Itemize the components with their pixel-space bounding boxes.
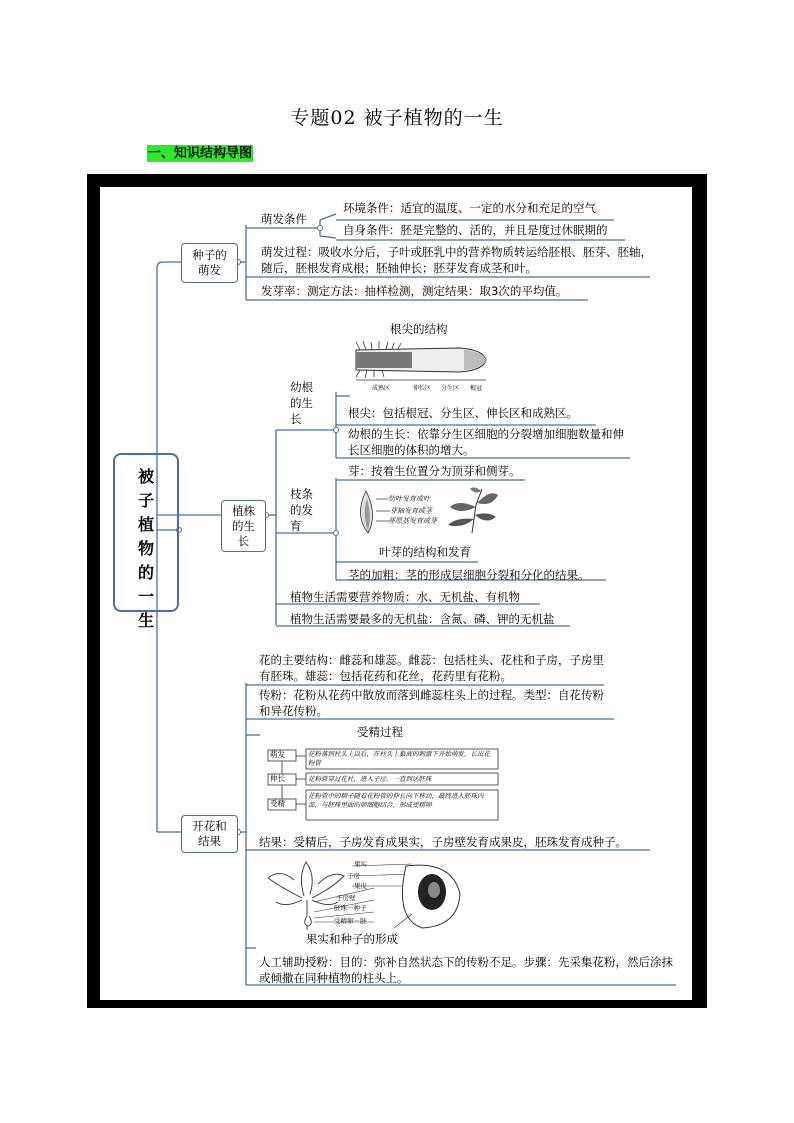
root-node (113, 453, 179, 630)
bud-label-3: 芽原基发育成芽 (388, 517, 437, 525)
germination-rate: 发芽率：测定方法：抽样检测，测定结果：取3次的平均值。 (261, 284, 568, 298)
artificial-pollination: 人工辅助授粉：目的：弥补自然状态下的传粉不足。步骤：先采集花粉，然后涂抹或倾撒在同种植物的柱头上。 (259, 955, 673, 985)
fertilization-desc-2: 花粉管穿过花柱，进入子房，一直到达胚珠 (308, 775, 432, 783)
root-label: 被子植物的一生 (137, 467, 154, 630)
fertilization-step-2: 伸长 (270, 774, 285, 783)
fruit-label-5: 胚珠－种子 (334, 904, 367, 912)
node-flowering-fruiting-label: 开花和结果 (192, 819, 227, 848)
leaf-bud-caption: 叶芽的结构和发育 (379, 545, 471, 559)
plant-nutrients: 植物生活需要营养物质：水、无机盐、有机物 (290, 590, 520, 604)
fruit-label-3: 果皮 (354, 882, 367, 890)
flower-structure: 花的主要结构：雌蕊和雄蕊。雌蕊：包括柱头、花柱和子房，子房里有胚珠。雄蕊：包括花药和花丝，花药里有花粉。 (259, 653, 604, 683)
root-tip-caption: 根尖的结构 (390, 322, 448, 336)
node-flowering-fruiting (181, 815, 238, 853)
fertilization-desc-3: 花粉管中的精子随着花粉管的伸长向下移动，最终进入胚珠内部，与胚珠里面的卵细胞结合，形成受精卵 (308, 792, 484, 809)
node-seed-germination-label: 种子的萌发 (192, 248, 227, 277)
root-tip-zone-2: 伸长区 (413, 385, 432, 392)
node-plant-growth (221, 500, 266, 552)
root-tip-zone-3: 分生区 (441, 385, 460, 392)
node-seed-germination (181, 243, 238, 283)
fruit-result: 结果：受精后，子房发育成果实，子房壁发育成果皮，胚珠发育成种子。 (259, 835, 627, 849)
page-title: 专题02 被子植物的一生 (290, 107, 504, 129)
fertilization-caption: 受精过程 (357, 725, 403, 739)
fruit-formation-caption: 果实和种子的形成 (306, 932, 398, 946)
fruit-label-1: 果实 (354, 860, 367, 868)
shoot-development-label: 枝条的发育 (290, 487, 313, 533)
bud-text: 芽：按着生位置分为顶芽和侧芽。 (348, 464, 521, 478)
self-condition: 自身条件：胚是完整的、活的，并且是度过休眠期的 (343, 223, 608, 237)
root-growth-text: 幼根的生长：依靠分生区细胞的分裂增加细胞数量和伸长区细胞的体积的增大。 (348, 427, 624, 457)
fertilization-desc-1: 花粉落到柱头上以后，在柱头上黏液的刺激下开始萌发，长出花粉管 (308, 750, 490, 767)
germination-conditions-label: 萌发条件 (261, 212, 307, 226)
environment-condition: 环境条件：适宜的温度、一定的水分和充足的空气 (343, 201, 596, 215)
fruit-label-2: 子房 (347, 872, 360, 880)
bud-label-1: 幼叶发育成叶 (388, 495, 430, 503)
section-heading: 一、知识结构导图 (148, 146, 253, 161)
plant-inorganic-salts: 植物生活需要最多的无机盐：含氮、磷、钾的无机盐 (290, 612, 555, 626)
germination-process: 萌发过程：吸收水分后，子叶或胚乳中的营养物质转运给胚根、胚芽、胚轴，随后，胚根发育成根；胚轴伸长；胚芽发育成茎和叶。 (261, 245, 652, 275)
root-tip-zone-4: 根冠 (470, 385, 483, 392)
stem-thickening: 茎的加粗：茎的形成层细胞分裂和分化的结果。 (348, 568, 590, 582)
root-tip-zone-1: 成熟区 (372, 385, 391, 392)
node-plant-growth-label: 植株的生长 (232, 503, 255, 548)
fertilization-step-3: 受精 (270, 799, 285, 808)
fertilization-step-1: 萌发 (270, 750, 285, 759)
fruit-label-6: 受精卵－胚 (334, 917, 367, 925)
fruit-formation-illustration (262, 858, 472, 930)
root-tip-illustration (352, 340, 492, 388)
root-growth-label: 幼根的生长 (290, 380, 313, 426)
root-tip-text: 根尖：包括根冠、分生区、伸长区和成熟区。 (348, 406, 578, 420)
pollination: 传粉：花粉从花药中散放而落到雌蕊柱头上的过程。类型：自花传粉和异花传粉。 (259, 688, 604, 718)
bud-label-2: 芽轴发育成茎 (390, 507, 432, 515)
fruit-label-4: 子房壁 (336, 894, 356, 902)
